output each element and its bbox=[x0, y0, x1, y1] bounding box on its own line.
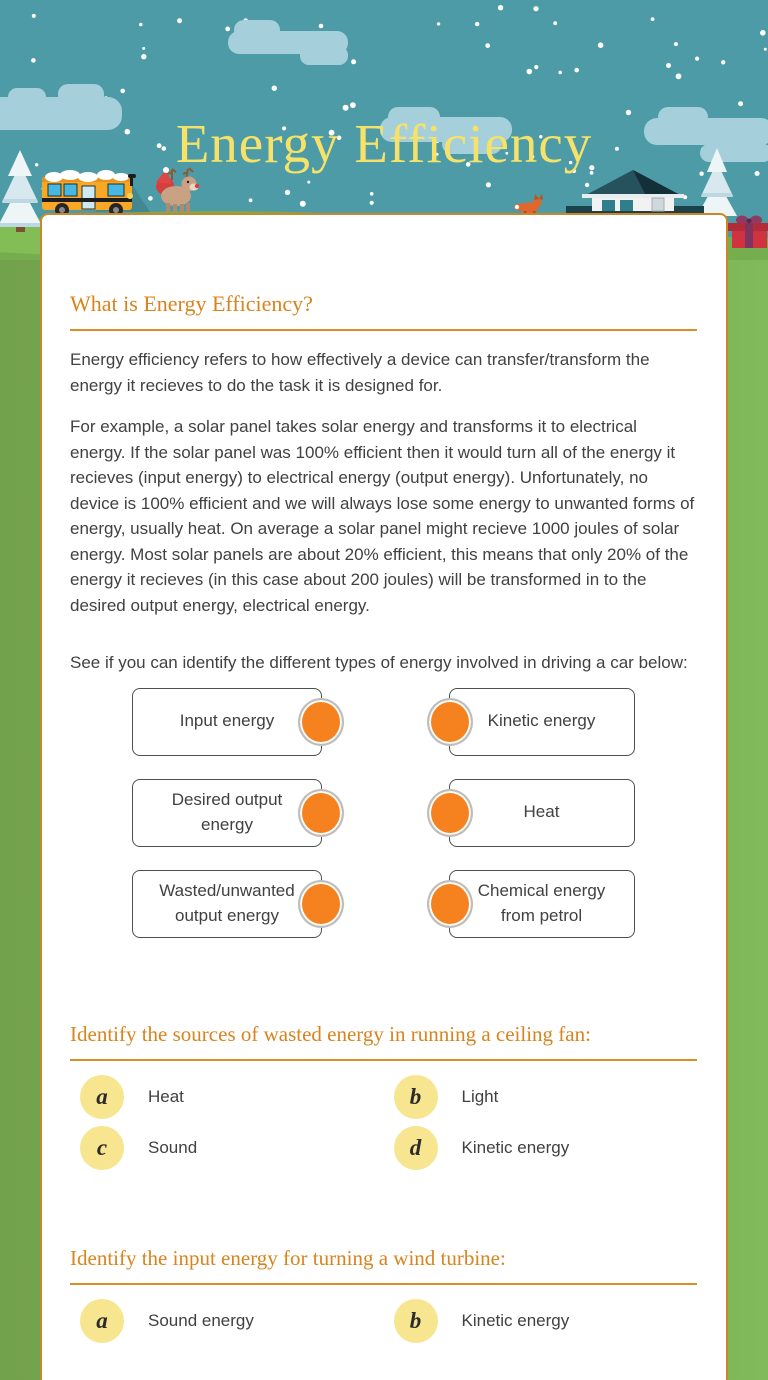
connector-dot[interactable] bbox=[298, 698, 344, 746]
match-box-heat[interactable] bbox=[449, 779, 635, 847]
intro-paragraph-1: Energy efficiency refers to how effectively a device can transfer/transform the energy it recieves to do the task it is designed for. bbox=[70, 350, 650, 395]
q3-options bbox=[70, 1299, 697, 1343]
connector-dot[interactable] bbox=[427, 789, 473, 837]
worksheet-card bbox=[40, 213, 728, 1380]
connector-dot[interactable] bbox=[298, 789, 344, 837]
section-heading-q2: Identify the sources of wasted energy in running a ceiling fan: bbox=[70, 1022, 697, 1061]
match-box-input-energy[interactable] bbox=[132, 688, 322, 756]
option-sound-energy[interactable] bbox=[70, 1299, 384, 1343]
intro-paragraph-3: See if you can identify the different types of energy involved in driving a car below: bbox=[70, 653, 688, 672]
option-label: Light bbox=[461, 1086, 499, 1106]
section-heading-q3: Identify the input energy for turning a wind turbine: bbox=[70, 1246, 697, 1285]
option-heat[interactable] bbox=[70, 1075, 384, 1119]
connector-dot[interactable] bbox=[298, 880, 344, 928]
option-label: Sound bbox=[148, 1137, 198, 1157]
match-box-label: Kinetic energy bbox=[487, 711, 596, 731]
option-label: Kinetic energy bbox=[461, 1137, 570, 1157]
match-box-label: Desired output energy bbox=[171, 789, 283, 834]
spacer bbox=[70, 1170, 697, 1246]
connector-dot[interactable] bbox=[427, 698, 473, 746]
match-box-label: Wasted/unwanted output energy bbox=[159, 880, 295, 925]
match-box-label: Chemical energy from petrol bbox=[477, 880, 606, 925]
section-heading-intro: What is Energy Efficiency? bbox=[70, 291, 697, 331]
match-box-label: Input energy bbox=[179, 711, 275, 731]
option-letter-badge[interactable]: c bbox=[80, 1126, 124, 1170]
option-letter-badge[interactable]: d bbox=[394, 1126, 438, 1170]
option-kinetic-energy[interactable] bbox=[384, 1299, 698, 1343]
match-cell bbox=[70, 688, 384, 756]
option-letter-badge[interactable]: b bbox=[394, 1299, 438, 1343]
match-cell bbox=[70, 870, 384, 938]
page-title: Energy Efficiency bbox=[175, 113, 593, 174]
match-cell bbox=[384, 870, 698, 938]
option-letter-badge[interactable]: a bbox=[80, 1299, 124, 1343]
q2-options bbox=[70, 1075, 697, 1170]
match-box-desired-output[interactable] bbox=[132, 779, 322, 847]
option-light[interactable] bbox=[384, 1075, 698, 1119]
option-label: Kinetic energy bbox=[461, 1310, 570, 1330]
matching-exercise bbox=[70, 688, 697, 938]
match-cell bbox=[384, 688, 698, 756]
match-box-kinetic-energy[interactable] bbox=[449, 688, 635, 756]
connector-dot[interactable] bbox=[427, 880, 473, 928]
option-letter-badge[interactable]: a bbox=[80, 1075, 124, 1119]
intro-paragraph-2: For example, a solar panel takes solar energy and transforms it to electrical energy. If the solar panel was 100% efficient then it would turn all of the energy it recieves (input energy) to electrical energy (output energy). Unfortunately, no device is 100% efficient and we will always lose some energy to unwanted forms of energy, usually heat. On average a solar panel might recieve 1000 joules of solar energy. Most solar panels are about 20% efficient, this means that only 20% of the energy it recieves (in this case about 200 joules) will be transformed in to the desired output energy, electrical energy. bbox=[70, 417, 695, 615]
school-bus-icon bbox=[42, 170, 150, 217]
option-label: Sound energy bbox=[148, 1310, 254, 1330]
match-box-label: Heat bbox=[523, 802, 560, 822]
match-box-chemical-energy[interactable] bbox=[449, 870, 635, 938]
option-label: Heat bbox=[148, 1086, 184, 1106]
match-cell bbox=[384, 779, 698, 847]
option-letter-badge[interactable]: b bbox=[394, 1075, 438, 1119]
option-sound[interactable] bbox=[70, 1126, 384, 1170]
match-box-wasted-output[interactable] bbox=[132, 870, 322, 938]
match-cell bbox=[70, 779, 384, 847]
spacer bbox=[70, 938, 697, 1022]
option-kinetic-energy[interactable] bbox=[384, 1126, 698, 1170]
